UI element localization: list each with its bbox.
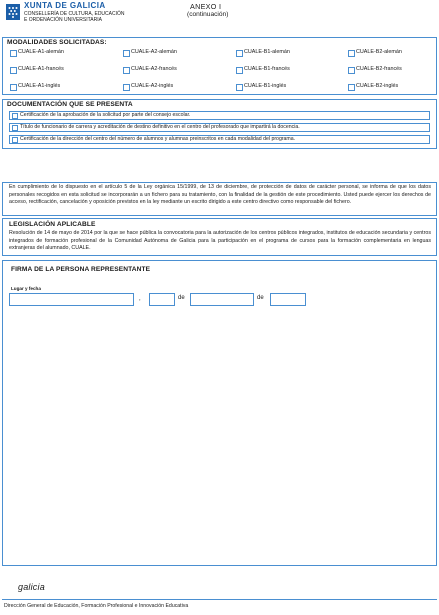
option-label: CUALE-A2-alemán (131, 49, 177, 55)
legislacion-title: LEGISLACIÓN APLICABLE (9, 221, 96, 228)
option-label: CUALE-B1-alemán (244, 49, 290, 55)
doc-label: Certificación de la dirección del centro del número de alumnos y alumnas preinscritos en cada modalidad del programa. (20, 136, 296, 142)
documentacion-title: DOCUMENTACIÓN QUE SE PRESENTA (7, 101, 133, 108)
checkbox-doc-alumnos[interactable] (12, 137, 18, 143)
option-label: CUALE-B2-alemán (356, 49, 402, 55)
doc-row-titulo-funcionario[interactable] (9, 123, 430, 132)
privacy-text: En cumplimiento de lo dispuesto en el artículo 5 de la Ley orgánica 15/1999, de 13 de diciembre, de protección de datos de carácter personal, se informa de que los datos personales recogidos en esta solicitud se incorporarán a un fichero para su tratamiento, con la finalidad de la gestión de este procedimiento. Usted puede ejercer los derechos de acceso, rectificación, cancelación y oposición previstos en la ley mediante un escrito dirigido a este centro directivo como responsable del fichero. (9, 184, 431, 206)
department-line-2: E ORDENACIÓN UNIVERSITARIA (24, 17, 102, 23)
checkbox-a2-ingles[interactable] (123, 84, 130, 91)
checkbox-a2-aleman[interactable] (123, 50, 130, 57)
modalidades-section (2, 37, 437, 95)
galicia-logo (18, 582, 45, 592)
annex-subtitle: (continuación) (187, 11, 229, 18)
department-line-1: CONSELLERÍA DE CULTURA, EDUCACIÓN (24, 11, 125, 17)
department-name (24, 11, 124, 23)
doc-row-certificacion-alumnos[interactable] (9, 135, 430, 144)
option-label: CUALE-A1-francés (18, 66, 64, 72)
galicia-logo-text: galicia (18, 582, 45, 592)
legislacion-section (2, 218, 437, 256)
org-name: XUNTA DE GALICIA (24, 1, 106, 10)
checkbox-doc-consejo[interactable] (12, 113, 18, 119)
option-label: CUALE-B2-inglés (356, 83, 399, 89)
checkbox-a1-aleman[interactable] (10, 50, 17, 57)
month-field[interactable] (190, 293, 254, 306)
xunta-logo-icon (6, 4, 20, 20)
checkbox-b2-frances[interactable] (348, 67, 355, 74)
place-field[interactable] (9, 293, 134, 306)
de-separator-1: de (178, 295, 185, 301)
checkbox-b1-ingles[interactable] (236, 84, 243, 91)
checkbox-b2-ingles[interactable] (348, 84, 355, 91)
modalidades-title: MODALIDADES SOLICITADAS: (7, 39, 107, 46)
checkbox-a1-frances[interactable] (10, 67, 17, 74)
checkbox-a2-frances[interactable] (123, 67, 130, 74)
option-label: CUALE-A2-inglés (131, 83, 174, 89)
footer-divider (2, 599, 437, 600)
checkbox-doc-titulo[interactable] (12, 125, 18, 131)
checkbox-a1-ingles[interactable] (10, 84, 17, 91)
doc-label: Certificación de la aprobación de la solicitud por parte del consejo escolar. (20, 112, 191, 118)
option-label: CUALE-A1-alemán (18, 49, 64, 55)
footer-direction: Dirección General de Educación, Formación Profesional e Innovación Educativa (4, 603, 189, 609)
day-field[interactable] (149, 293, 175, 306)
checkbox-b1-frances[interactable] (236, 67, 243, 74)
option-label: CUALE-A1-inglés (18, 83, 61, 89)
year-field[interactable] (270, 293, 306, 306)
checkbox-b1-aleman[interactable] (236, 50, 243, 57)
doc-label: Título de funcionario de carrera y acreditación de destino definitivo en el centro del profesorado que impartirá la docencia. (20, 124, 300, 130)
option-label: CUALE-A2-francés (131, 66, 177, 72)
firma-title: FIRMA DE LA PERSONA REPRESENTANTE (11, 266, 151, 273)
comma-separator: , (139, 296, 141, 302)
privacy-section (2, 182, 437, 216)
option-label: CUALE-B1-francés (244, 66, 290, 72)
documentacion-section (2, 99, 437, 149)
de-separator-2: de (257, 295, 264, 301)
checkbox-b2-aleman[interactable] (348, 50, 355, 57)
doc-row-consejo-escolar[interactable] (9, 111, 430, 120)
option-label: CUALE-B1-inglés (244, 83, 287, 89)
legislacion-text: Resolución de 14 de mayo de 2014 por la que se hace pública la convocatoria para la autorización de los centros públicos integrados, institutos de educación secundaria y centros integrados de formación profesional de la Comunidad Autónoma de Galicia para la participación en el programa de cursos para la formación complementaria en lenguas extranjeras del alumnado, CUALE. (9, 230, 431, 252)
option-label: CUALE-B2-francés (356, 66, 402, 72)
annex-title: ANEXO I (190, 2, 222, 11)
place-date-label: Lugar y fecha (11, 286, 41, 291)
